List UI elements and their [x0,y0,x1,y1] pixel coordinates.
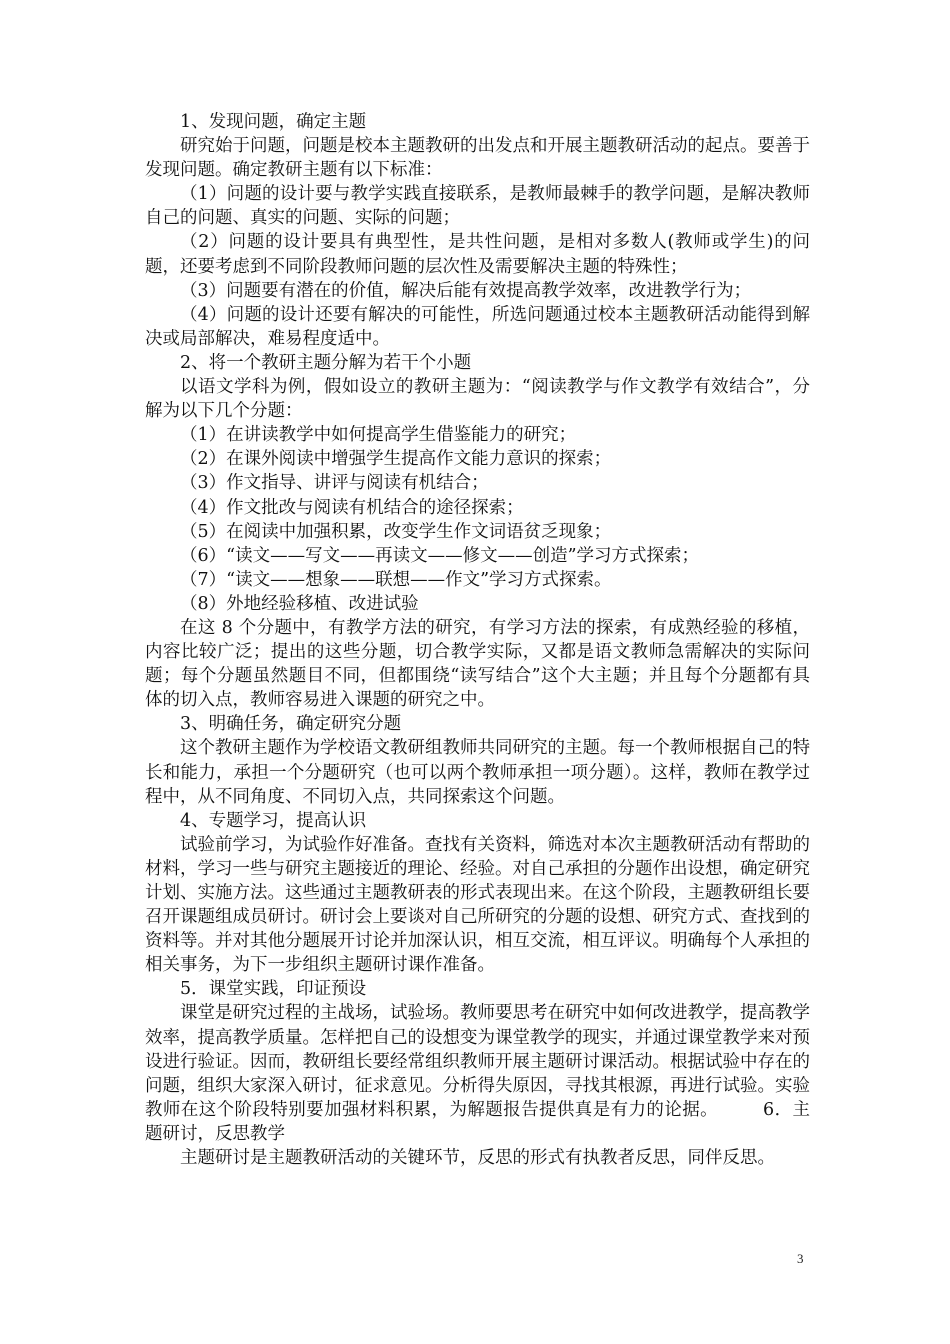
list-item: （1）在讲读教学中如何提高学生借鉴能力的研究； [180,425,577,446]
paragraph: 课堂是研究过程的主战场，试验场。教师要思考在研究中如何改进教学，提高教学效率，提高教学质量。怎样把自己的设想变为课堂教学的现实，并通过课堂教学来对预设进行验证。因而，教研组长要经常组织教师开展主题研讨课活动。根据试验中存在的问题，组织大家深入研讨，征求意见。分析得失原因，寻找其根源，再进行试验。实验教师在这个阶段特别要加强材料积累，为解题报告提供真是有力的论据。 6．主题研讨，反思教学 [145,1003,810,1144]
paragraph: 试验前学习，为试验作好准备。查找有关资料，筛选对本次主题教研活动有帮助的材料，学习一些与研究主题接近的理论、经验。对自己承担的分题作出设想，确定研究计划、实施方法。这些通过主题教研表的形式表现出来。在这个阶段，主题教研组长要召开课题组成员研讨。研讨会上要谈对自己所研究的分题的设想、研究方式、查找到的资料等。并对其他分题展开讨论并加深认识，相互交流，相互评议。明确每个人承担的相关事务，为下一步组织主题研讨课作准备。 [145,834,810,976]
list-item: （8）外地经验移植、改进试验 [180,593,419,614]
list-item: （7）“读文——想象——联想——作文”学习方式探索。 [180,569,612,590]
paragraph: 主题研讨是主题教研活动的关键环节，反思的形式有执教者反思，同伴反思。 [180,1148,775,1169]
document-body [145,110,810,1170]
list-item: （5）在阅读中加强积累，改变学生作文词语贫乏现象； [180,521,612,542]
list-item: （3）作文指导、讲评与阅读有机结合； [180,473,489,494]
list-item: （1）问题的设计要与教学实践直接联系，是教师最棘手的教学问题，是解决教师自己的问题、真实的问题、实际的问题； [145,184,810,229]
page-number: 3 [797,1251,804,1266]
list-item: （3）问题要有潜在的价值，解决后能有效提高教学效率，改进教学行为； [180,280,752,301]
list-item: （6）“读文——写文——再读文——修文——创造”学习方式探索； [180,545,700,566]
list-item: （4）问题的设计还要有解决的可能性，所选问题通过校本主题教研活动能得到解决或局部解决，难易程度适中。 [145,304,810,349]
paragraph: 这个教研主题作为学校语文教研组教师共同研究的主题。每一个教师根据自己的特长和能力，承担一个分题研究（也可以两个教师承担一项分题）。这样，教师在教学过程中，从不同角度、不同切入点，共同探索这个问题。 [145,738,810,807]
paragraph: 以语文学科为例，假如设立的教研主题为：“阅读教学与作文教学有效结合”，分解为以下几个分题： [145,377,810,422]
heading-3: 3、明确任务，确定研究分题 [180,714,402,735]
paragraph: 研究始于问题，问题是校本主题教研的出发点和开展主题教研活动的起点。要善于发现问题。确定教研主题有以下标准： [145,136,810,181]
list-item: （4）作文批改与阅读有机结合的途径探索； [180,497,524,518]
heading-4: 4、专题学习，提高认识 [180,810,367,831]
paragraph: 在这 8 个分题中，有教学方法的研究，有学习方法的探索，有成熟经验的移植，内容比较广泛；提出的这些分题，切合教学实际，又都是语文教师急需解决的实际问题；每个分题虽然题目不同，但都围绕“读写结合”这个大主题；并且每个分题都有具体的切入点，教师容易进入课题的研究之中。 [145,617,810,711]
heading-1: 1、发现问题，确定主题 [180,112,367,132]
heading-2: 2、将一个教研主题分解为若干个小题 [180,352,472,373]
list-item: （2）在课外阅读中增强学生提高作文能力意识的探索； [180,449,612,470]
list-item: （2）问题的设计要具有典型性，是共性问题，是相对多数人(教师或学生)的问题，还要考虑到不同阶段教师问题的层次性及需要解决主题的特殊性； [145,232,810,277]
heading-5: 5．课堂实践，印证预设 [180,979,367,1000]
